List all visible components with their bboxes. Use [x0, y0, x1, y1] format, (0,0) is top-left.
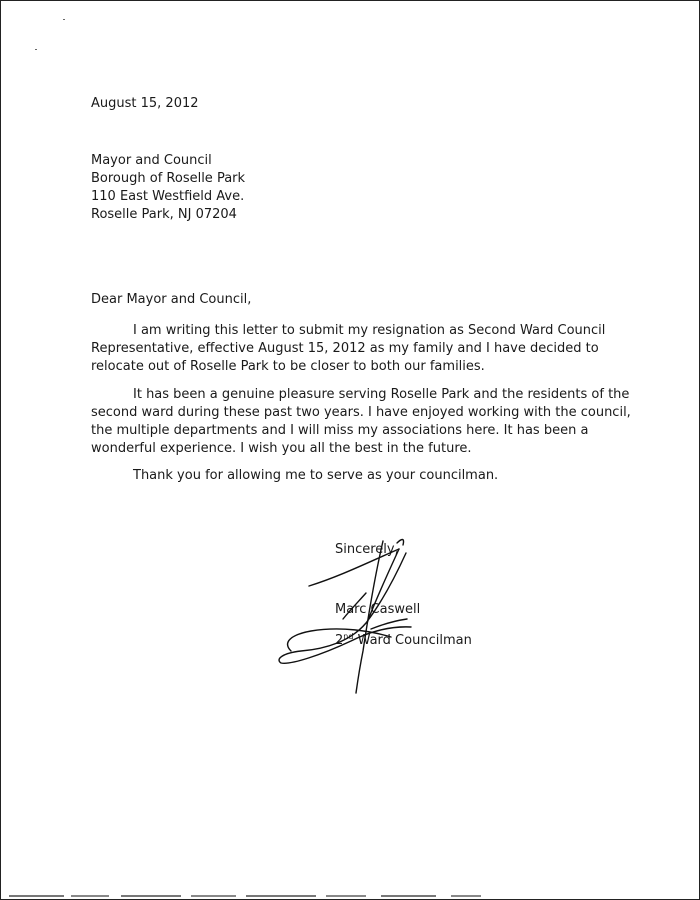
scan-speck: [63, 19, 65, 20]
paragraph-line: I am writing this letter to submit my resignation as Second Ward Council: [133, 323, 606, 338]
signer-title-rest: Ward Councilman: [353, 633, 472, 648]
signer-title-sup: nd: [343, 632, 354, 641]
scan-speck: [35, 49, 37, 50]
paragraph-thanks: Thank you for allowing me to serve as your councilman.: [133, 468, 499, 483]
signer-name: Marc Caswell: [335, 602, 421, 617]
address-line: Roselle Park, NJ 07204: [91, 207, 237, 222]
paragraph-line: Representative, effective August 15, 2012 as my family and I have decided to: [91, 341, 599, 356]
paragraph-line: relocate out of Roselle Park to be closer to both our families.: [91, 359, 485, 374]
paragraph-line: It has been a genuine pleasure serving Roselle Park and the residents of the: [133, 387, 630, 402]
address-line: Borough of Roselle Park: [91, 171, 246, 186]
signer-title-prefix: 2: [335, 633, 344, 648]
paragraph-line: wonderful experience. I wish you all the best in the future.: [91, 441, 472, 456]
closing: Sincerely,: [335, 542, 399, 557]
letter-date: August 15, 2012: [91, 96, 199, 111]
salutation: Dear Mayor and Council,: [91, 292, 252, 307]
handwritten-signature: [271, 531, 431, 696]
address-line: Mayor and Council: [91, 153, 212, 168]
paragraph-line: second ward during these past two years. I have enjoyed working with the council,: [91, 405, 631, 420]
scan-artifact-bottom: [1, 893, 700, 899]
address-line: 110 East Westfield Ave.: [91, 189, 245, 204]
paragraph-line: the multiple departments and I will miss my associations here. It has been a: [91, 423, 589, 438]
